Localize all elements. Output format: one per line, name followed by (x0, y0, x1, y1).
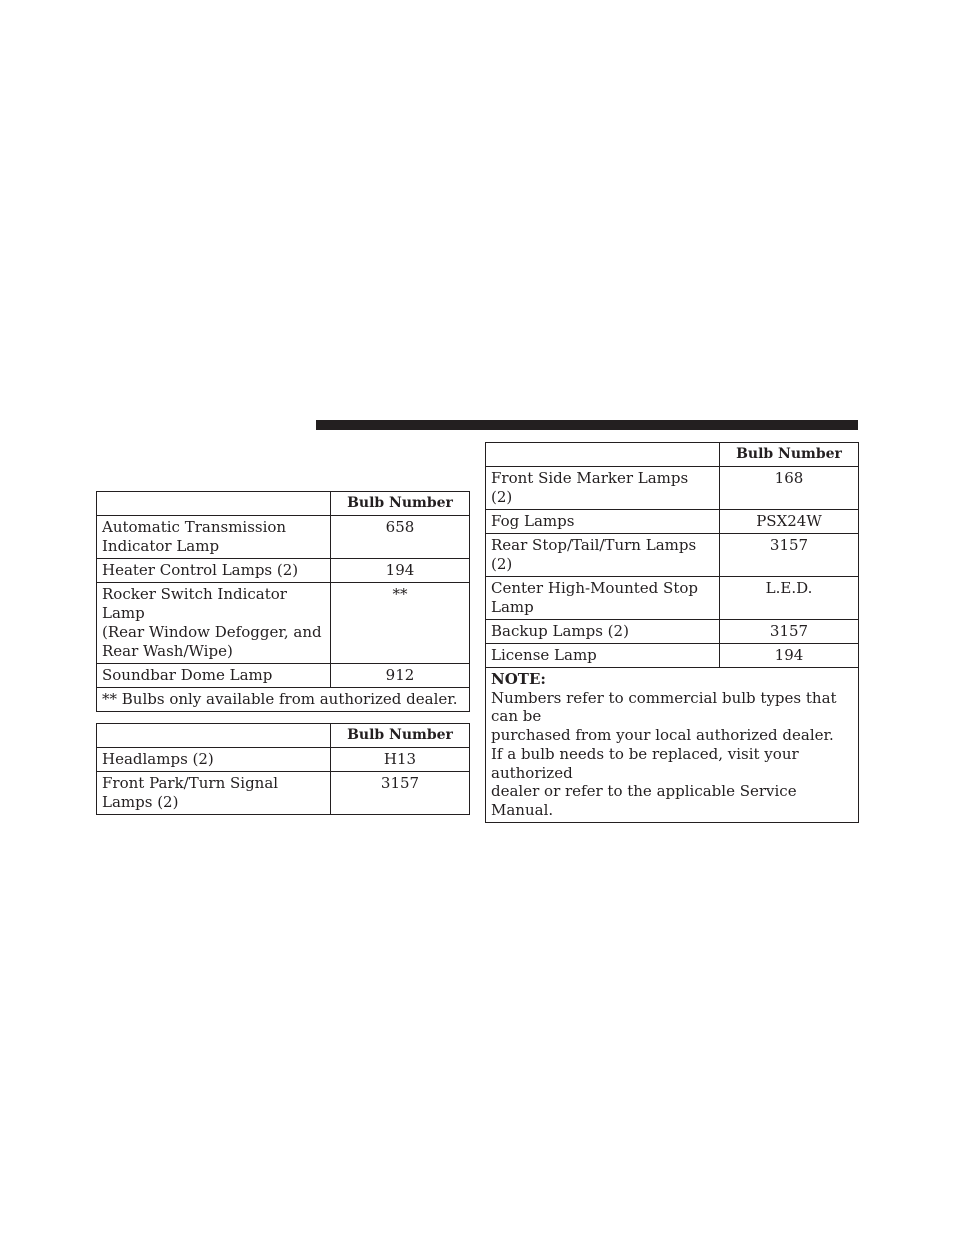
lamp-name: Fog Lamps (486, 510, 720, 534)
table-row (97, 664, 470, 688)
table-row (97, 748, 470, 772)
note-text: If a bulb needs to be replaced, visit your authorized (491, 744, 799, 782)
table-row (97, 559, 470, 583)
description-header (97, 724, 331, 748)
bulb-number: 168 (720, 467, 859, 510)
footnote-row (97, 688, 470, 712)
front-bulb-table (96, 723, 470, 815)
lamp-name: Center High-Mounted Stop Lamp (486, 577, 720, 620)
table-row (486, 467, 859, 510)
bulb-number: L.E.D. (720, 577, 859, 620)
bulb-number-header: Bulb Number (331, 492, 470, 516)
description-header (97, 492, 331, 516)
table-header-row (97, 492, 470, 516)
note-text: purchased from your local authorized dealer. (491, 726, 834, 745)
section-header-bar (316, 420, 858, 430)
bulb-number-header: Bulb Number (720, 443, 859, 467)
bulb-number: 912 (331, 664, 470, 688)
lamp-name: Front Park/Turn Signal Lamps (2) (97, 772, 331, 815)
table-header-row (486, 443, 859, 467)
rear-bulb-table (485, 442, 859, 823)
lamp-name: Rear Stop/Tail/Turn Lamps (2) (486, 534, 720, 577)
bulb-number: 3157 (720, 620, 859, 644)
table-row (97, 516, 470, 559)
note-text: dealer or refer to the applicable Service Manual. (491, 782, 797, 819)
table-row (486, 534, 859, 577)
table-row (97, 583, 470, 664)
note-box (486, 668, 859, 823)
bulb-number: 194 (331, 559, 470, 583)
bulb-number: ** (331, 583, 470, 664)
lamp-name: Backup Lamps (2) (486, 620, 720, 644)
bulb-number: H13 (331, 748, 470, 772)
bulb-number: 658 (331, 516, 470, 559)
note-text: Numbers refer to commercial bulb types that can be (491, 688, 837, 726)
table-row (486, 577, 859, 620)
lamp-name: Soundbar Dome Lamp (97, 664, 331, 688)
table-header-row (97, 724, 470, 748)
interior-bulb-table (96, 491, 470, 712)
footnote-text: ** Bulbs only available from authorized dealer. (97, 688, 470, 712)
lamp-name: Rocker Switch Indicator Lamp (Rear Window Defogger, and Rear Wash/Wipe) (97, 583, 331, 664)
description-header (486, 443, 720, 467)
bulb-number-header: Bulb Number (331, 724, 470, 748)
lamp-name: Headlamps (2) (97, 748, 331, 772)
bulb-number: 194 (720, 644, 859, 668)
lamp-name: Heater Control Lamps (2) (97, 559, 331, 583)
lamp-name: Front Side Marker Lamps (2) (486, 467, 720, 510)
table-row (486, 620, 859, 644)
table-row (486, 644, 859, 668)
bulb-number: PSX24W (720, 510, 859, 534)
note-title: NOTE: (491, 670, 546, 688)
table-row (97, 772, 470, 815)
bulb-number: 3157 (720, 534, 859, 577)
lamp-name: Automatic Transmission Indicator Lamp (97, 516, 331, 559)
bulb-number: 3157 (331, 772, 470, 815)
table-row (486, 510, 859, 534)
lamp-name: License Lamp (486, 644, 720, 668)
note-row (486, 668, 859, 823)
